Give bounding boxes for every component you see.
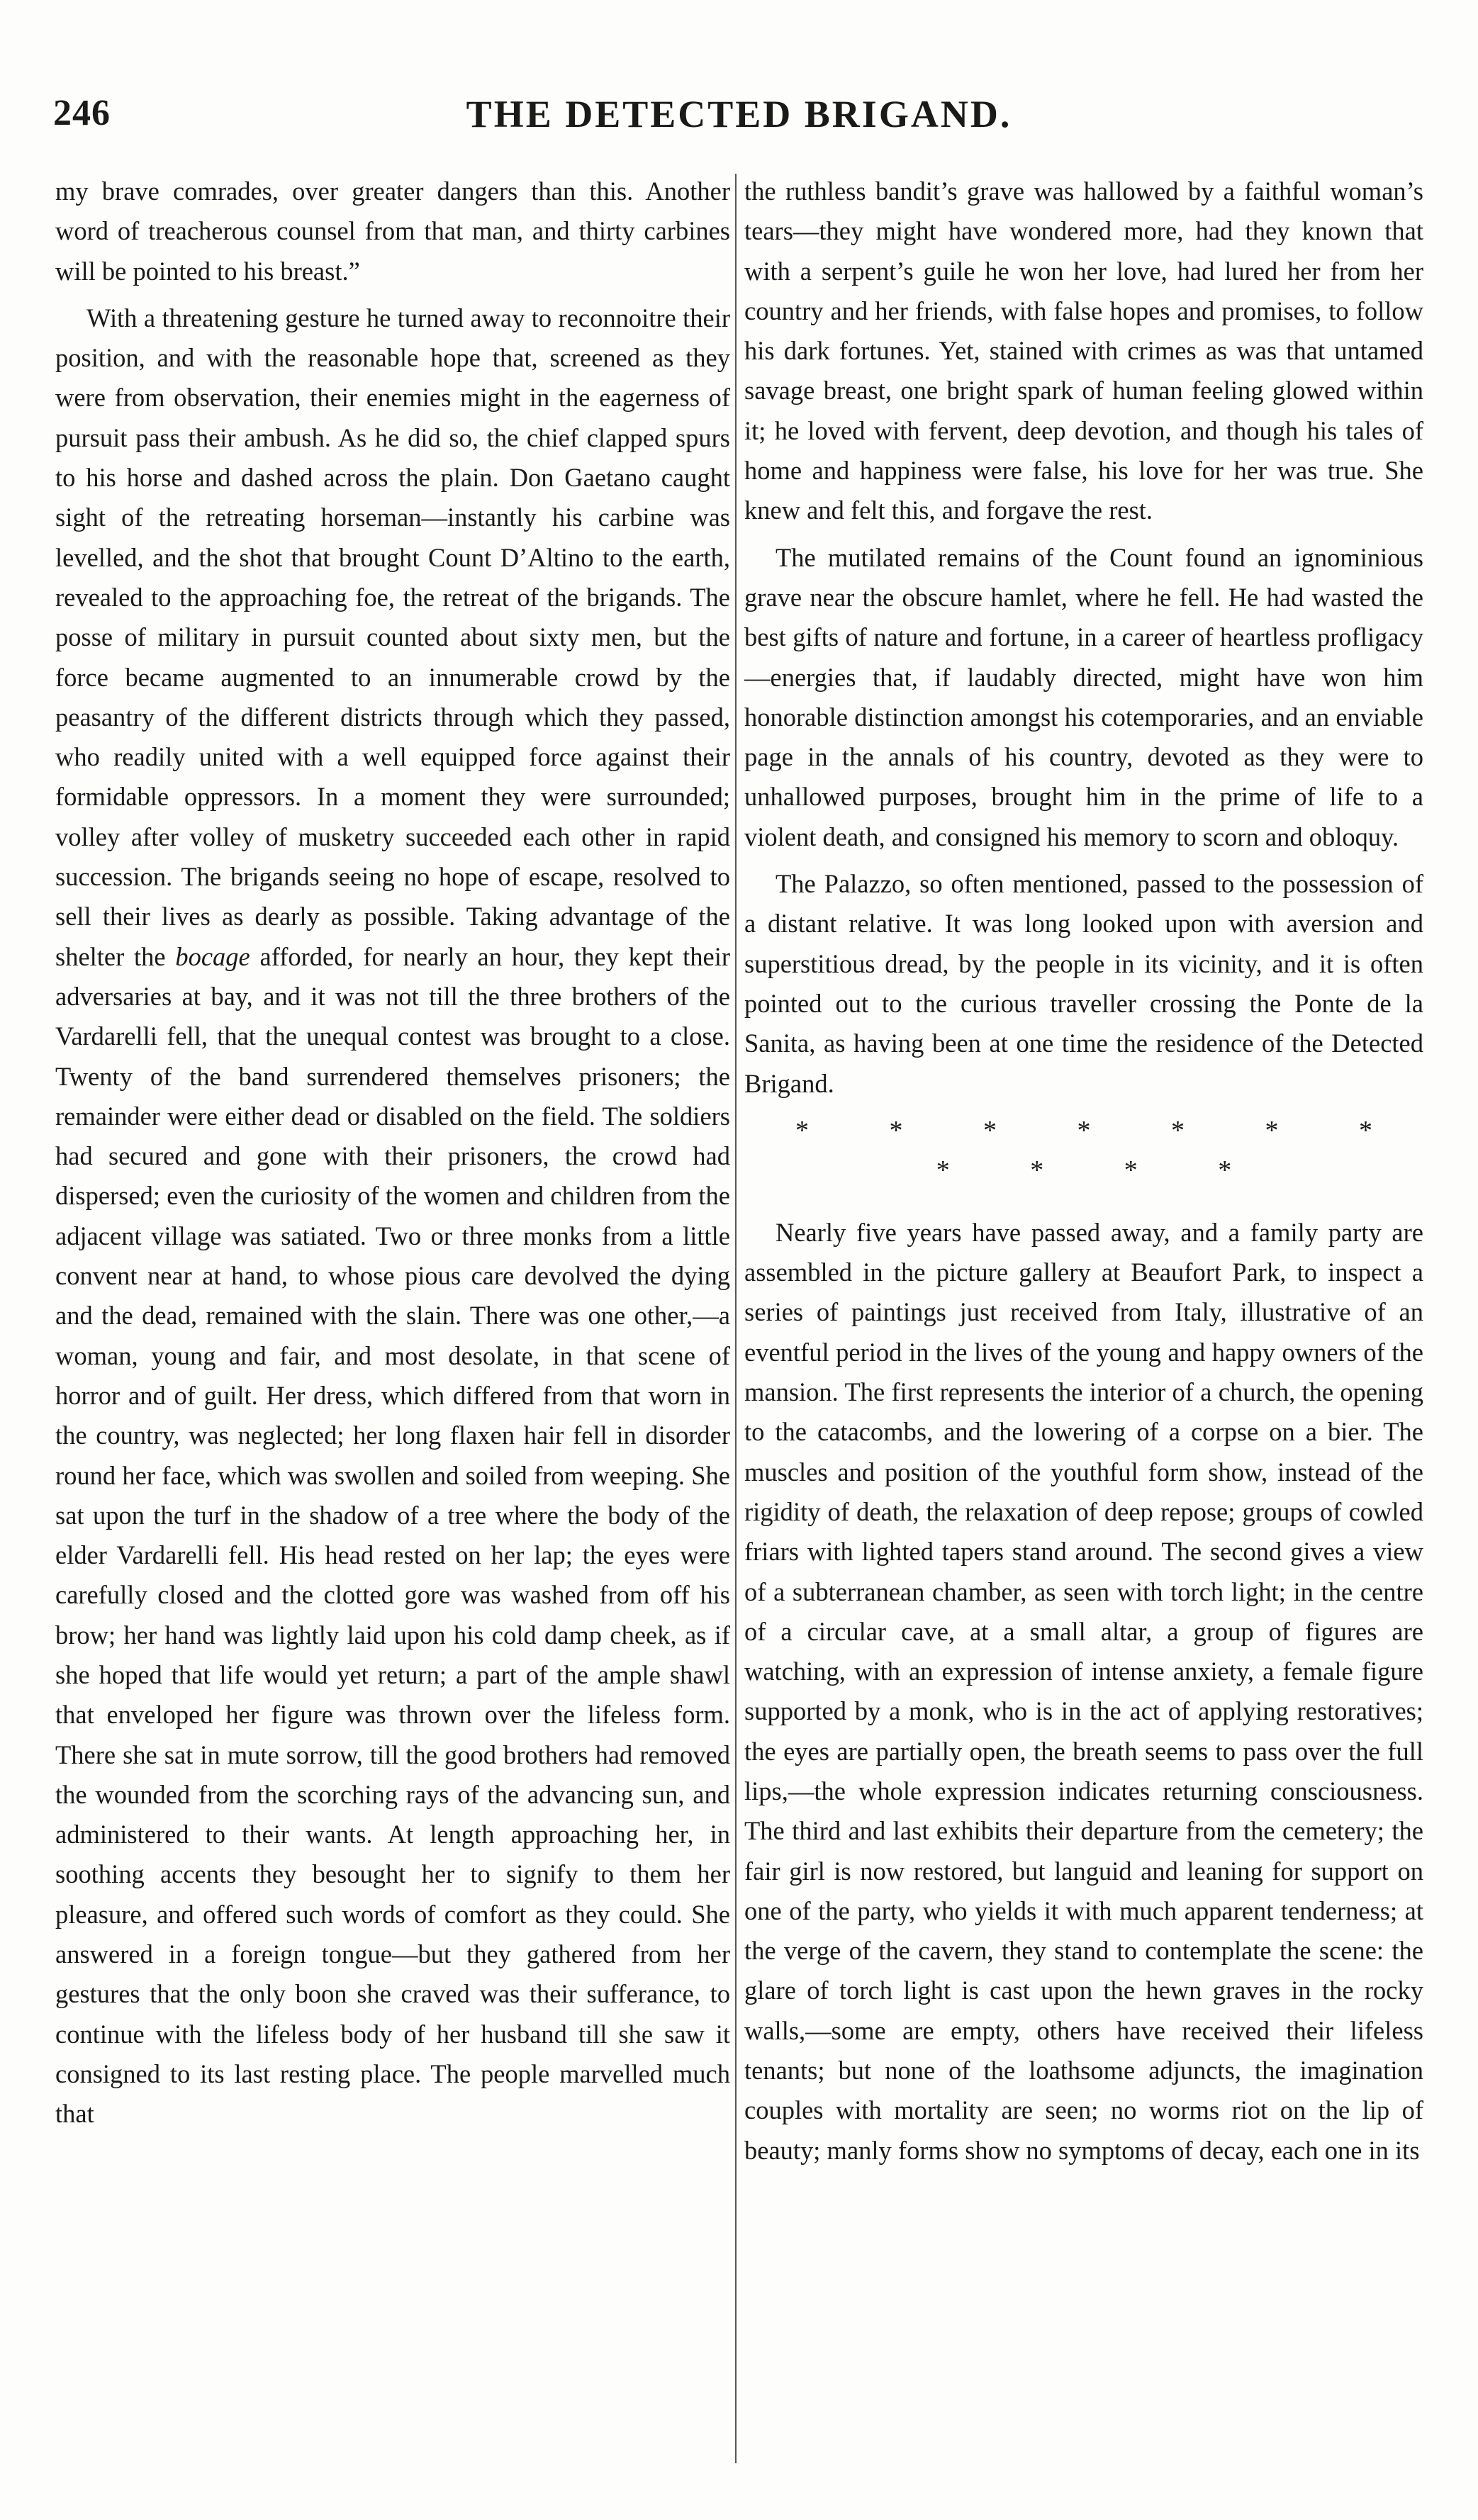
column-divider bbox=[735, 174, 737, 2463]
left-column bbox=[55, 172, 730, 2141]
left-paragraph-2-part-b: afforded, for nearly an hour, they kept their adversaries at bay, and it was not till the three brothers of the Vardarelli fell, that the unequal contest was brought to a close. Twenty of the band surrendered themselves prisoners; the remainder were either dead or disabled on the field. The soldiers had secured and gone with their prisoners, the crowd had dispersed; even the curiosity of the women and children from the adjacent village was satiated. Two or three monks from a little convent near at hand, to whose pious care devolved the dying and the dead, remained with the slain. There was one other,—a woman, young and fair, and most desolate, in that scene of horror and of guilt. Her dress, which differed from that worn in the country, was neglected; her long flaxen hair fell in disorder round her face, which was swollen and soiled from weeping. She sat upon the turf in the shadow of a tree where the body of the elder Vardarelli fell. His head rested on her lap; the eyes were carefully closed and the clotted gore was washed from off his brow; her hand was lightly laid upon his cold damp cheek, as if she hoped that life would yet return; a part of the ample shawl that enveloped her figure was thrown over the lifeless form. There she sat in mute sorrow, till the good brothers had removed the wounded from the scorching rays of the advancing sun, and administered to their wants. At length approaching her, in soothing accents they besought her to signify to them her pleasure, and offered such words of comfort as they could. She answered in a foreign tongue—but they gathered from her gestures that the only boon she craved was their sufferance, to continue with the lifeless body of her husband till she saw it consigned to its last resting place. The people marvelled much that bbox=[55, 941, 731, 2129]
right-paragraph-2: The mutilated remains of the Count found an ignominious grave near the obscure hamlet, where he fell. He had wasted the best gifts of nature and fortune, in a career of heartless profligacy—energies that, if laudably directed, might have won him honorable distinction amongst his cotemporaries, and an enviable page in the annals of his country, devoted as they were to unhallowed purposes, brought him in the prime of life to a violent death, and consigned his memory to scorn and obloquy. bbox=[744, 542, 1423, 851]
section-separator: * * * * * * * * * * * bbox=[795, 1115, 1409, 1185]
right-paragraph-3: The Palazzo, so often mentioned, passed to the possession of a distant relative. It was long looked upon with aversion and superstitious dread, by the people in its vicinity, and it is often pointed out to the curious traveller crossing the Ponte de la Sanita, as having been at one time the residence of the Detected Brigand. bbox=[744, 869, 1423, 1098]
page-number: 246 bbox=[53, 93, 111, 133]
left-paragraph-2-part-a: With a threatening gesture he turned away to reconnoitre their position, and with the reasonable hope that, screened as they were from observation, their enemies might in the eagerness of pursuit pass their ambush. As he did so, the chief clapped spurs to his horse and dashed across the plain. Don Gaetano caught sight of the retreating horseman—instantly his carbine was levelled, and the shot that brought Count D’Altino to the earth, revealed to the approaching foe, the retreat of the brigands. The posse of military in pursuit counted about sixty men, but the force became augmented to an innumerable crowd by the peasantry of the different districts through which they passed, who readily united with a well equipped force against their formidable oppressors. In a moment they were surrounded; volley after volley of musketry succeeded each other in rapid succession. The brigands seeing no hope of escape, resolved to sell their lives as dearly as possible. Taking advantage of the shelter the bbox=[55, 303, 730, 971]
running-title: THE DETECTED BRIGAND. bbox=[466, 93, 1012, 135]
left-paragraph-2 bbox=[55, 298, 730, 2134]
italic-word-bocage: bocage bbox=[175, 941, 250, 971]
right-paragraph-4: Nearly five years have passed away, and a family party are assembled in the picture gallery at Beaufort Park, to inspect a series of paintings just received from Italy, illustrative of an eventful period in the lives of the young and happy owners of the mansion. The first represents the interior of a church, the opening to the catacombs, and the lowering of a corpse on a bier. The muscles and position of the youthful form show, instead of the rigidity of death, the relaxation of deep repose; groups of cowled friars with lighted tapers stand around. The second gives a view of a subterranean chamber, as seen with torch light; in the centre of a circular cave, at a small altar, a group of figures are watching, with an expression of intense anxiety, a female figure supported by a monk, who is in the act of applying restoratives; the eyes are partially open, the breath seems to pass over the full lips,—the whole expression indicates returning consciousness. The third and last exhibits their departure from the cemetery; the fair girl is now restored, but languid and leaning for support on one of the party, who yields it with much apparent tenderness; at the verge of the cavern, they stand to contemplate the scene: the glare of torch light is cast upon the hewn graves in the rocky walls,—some are empty, others have received their lifeless tenants; but none of the loathsome adjuncts, the imagination couples with mortality are seen; no worms riot on the lip of beauty; manly forms show no symptoms of decay, each one in its bbox=[744, 1217, 1423, 2165]
right-column bbox=[744, 172, 1423, 2178]
left-paragraph-1: my brave comrades, over greater dangers than this. Another word of treacherous counsel from that man, and thirty carbines will be pointed to his breast.” bbox=[55, 177, 730, 286]
right-paragraph-1: the ruthless bandit’s grave was hallowed by a faithful woman’s tears—they might have wondered more, had they known that with a serpent’s guile he won her love, had lured her from her country and her friends, with false hopes and promises, to follow his dark fortunes. Yet, stained with crimes as was that untamed savage breast, one bright spark of human feeling glowed within it; he loved with fervent, deep devotion, and though his tales of home and happiness were false, his love for her was true. She knew and felt this, and forgave the rest. bbox=[744, 177, 1423, 525]
page-header bbox=[0, 92, 1478, 156]
